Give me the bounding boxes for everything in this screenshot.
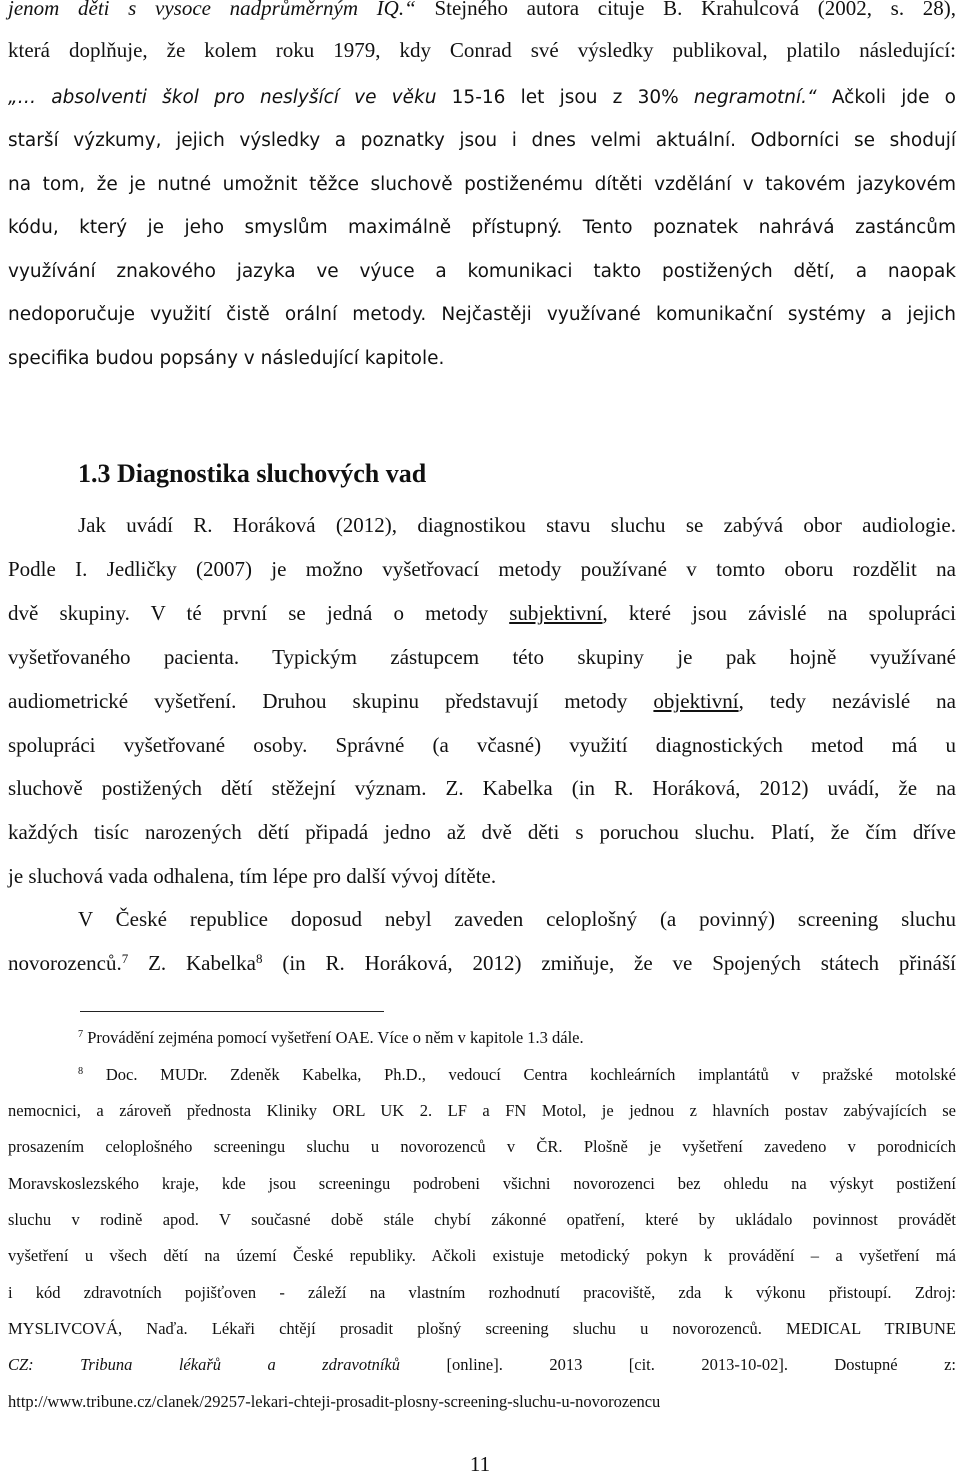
footnote-8-line-5: sluchu v rodině apod. V současné době stále chybí zákonné opatření, které by ukládalo povinnost provádět [8, 1210, 956, 1229]
paragraph1-line-1: jenom děti s vysoce nadprůměrným IQ.“ Stejného autora cituje B. Krahulcová (2002, s. 28), [8, 0, 956, 20]
footnote-8-line-3: prosazením celoplošného screeningu sluchu u novorozenců v ČR. Plošně je vyšetření zavedeno v porodnicích [8, 1137, 956, 1156]
paragraph2-line-2: Podle I. Jedličky (2007) je možno vyšetřovací metody používané v tomto oboru rozdělit na [8, 557, 956, 581]
paragraph3-line-2: novorozenců.$^7$ Z. Kabelka$^8$ (in R. Horáková, 2012) zmiňuje, že ve Spojených státech přináší [8, 950, 956, 975]
footnote-7: $^7$ Provádění zejména pomocí vyšetření OAE. Více o něm v kapitole 1.3 dále. [78, 1028, 584, 1047]
paragraph2-line-4: vyšetřovaného pacienta. Typickým zástupcem této skupiny je pak hojně využívané [8, 645, 956, 669]
paragraph2-line-6: spolupráci vyšetřované osoby. Správné (a včasné) využití diagnostických metod má u [8, 733, 956, 757]
paragraph1-line-3: „… absolventi škol pro neslyšící ve věku 15-16 let jsou z 30% negramotní.“ Ačkoli jde o [8, 87, 956, 108]
paragraph2-line-5: audiometrické vyšetření. Druhou skupinu představují metody objektivní, tedy nezávislé na [8, 689, 956, 713]
footnote-ref-7[interactable]: 7 [121, 950, 129, 966]
paragraph1-line-5: na tom, že je nutné umožnit těžce sluchově postiženému dítěti vzdělání v takovém jazykovém [8, 174, 956, 195]
footnote-8-line-9: CZ: Tribuna lékařů a zdravotníků [online]. 2013 [cit. 2013-10-02]. Dostupné z: [8, 1355, 956, 1374]
paragraph2-line-9: je sluchová vada odhalena, tím lépe pro další vývoj dítěte. [8, 864, 497, 888]
footnote-8-line-8: MYSLIVCOVÁ, Naďa. Lékaři chtějí prosadit plošný screening sluchu u novorozenců. MEDICAL TRIBUNE [8, 1319, 956, 1338]
paragraph1-line-8: nedoporučuje využití čistě orální metody. Nejčastěji využívané komunikační systémy a jejich [8, 304, 956, 325]
paragraph1-line-7: využívání znakového jazyka ve výuce a komunikaci takto postižených dětí, a naopak [8, 261, 956, 282]
paragraph2-line-3: dvě skupiny. V té první se jedná o metody subjektivní, které jsou závislé na spolupráci [8, 601, 957, 625]
footnote-number: 7 [78, 1029, 84, 1041]
footnote-separator [80, 1011, 384, 1012]
footnote-8-line-1: $^8$ Doc. MUDr. Zdeněk Kabelka, Ph.D., vedoucí Centra kochleárních implantátů v pražské motolské [78, 1065, 956, 1084]
footnote-8-line-6: vyšetření u všech dětí na území České republiky. Ačkoli existuje metodický pokyn k provádění – a vyšetření má [8, 1246, 956, 1265]
page-number: 11 [469, 1452, 491, 1476]
footnote-8-url[interactable]: http://www.tribune.cz/clanek/29257-lekari-chteji-prosadit-plosny-screening-sluchu-u-novorozencu [8, 1392, 661, 1411]
paragraph1-line-2: která doplňuje, že kolem roku 1979, kdy Conrad své výsledky publikoval, platilo následující: [8, 38, 956, 62]
section-heading: 1.3 Diagnostika sluchových vad [78, 459, 427, 488]
paragraph1-line-6: kódu, který je jeho smyslům maximálně přístupný. Tento poznatek nahrává zastáncům [8, 217, 956, 238]
paragraph2-line-7: sluchově postižených dětí stěžejní význam. Z. Kabelka (in R. Horáková, 2012) uvádí, že na [8, 776, 956, 800]
paragraph3-line-1: V České republice doposud nebyl zaveden celoplošný (a povinný) screening sluchu [78, 907, 956, 931]
paragraph2-line-8: každých tisíc narozených dětí připadá jedno až dvě děti s poruchou sluchu. Platí, že čím dříve [8, 820, 956, 844]
paragraph2-line-1: Jak uvádí R. Horáková (2012), diagnostikou stavu sluchu se zabývá obor audiologie. [78, 513, 956, 537]
footnote-8-line-4: Moravskoslezského kraje, kde jsou screeningu podrobeni všichni novorozenci bez ohledu na výskyt postižení [8, 1174, 956, 1193]
paragraph1-line-9: specifika budou popsány v následující kapitole. [8, 348, 445, 369]
footnote-8-line-7: i kód zdravotních pojišťoven - záleží na vlastním rozhodnutí pracoviště, zda k výkonu přistoupí. Zdroj: [8, 1283, 956, 1302]
footnote-number: 8 [78, 1066, 84, 1078]
footnote-ref-8[interactable]: 8 [255, 950, 263, 966]
paragraph1-line-4: starší výzkumy, jejich výsledky a poznatky jsou i dnes velmi aktuální. Odborníci se shodují [8, 130, 956, 151]
footnote-8-line-2: nemocnici, a zároveň přednosta Kliniky ORL UK 2. LF a FN Motol, je jednou z hlavních postav zabývajících se [8, 1101, 956, 1120]
